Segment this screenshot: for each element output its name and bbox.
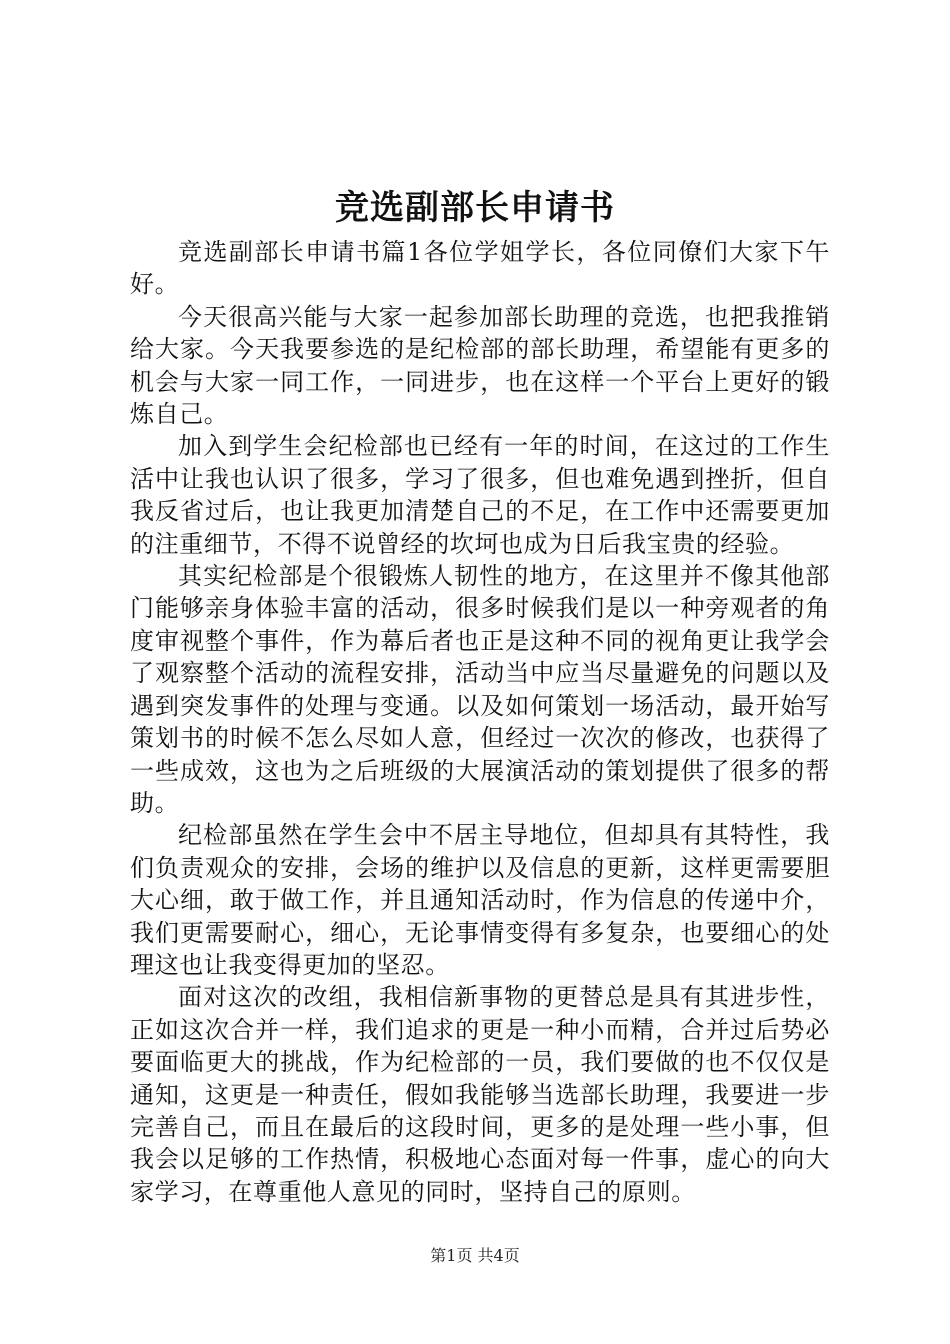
paragraph: 今天很高兴能与大家一起参加部长助理的竞选，也把我推销给大家。今天我要参选的是纪检部的部长助理，希望能有更多的机会与大家一同工作，一同进步，也在这样一个平台上更好的锻炼自己。 bbox=[130, 302, 830, 429]
paragraph: 纪检部虽然在学生会中不居主导地位，但却具有其特性，我们负责观众的安排，会场的维护以及信息的更新，这样更需要胆大心细，敢于做工作，并且通知活动时，作为信息的传递中介，我们更需要耐心，细心，无论事情变得有多复杂，也要细心的处理这也让我变得更加的坚忍。 bbox=[130, 821, 830, 979]
paragraph: 加入到学生会纪检部也已经有一年的时间，在这过的工作生活中让我也认识了很多，学习了很多，但也难免遇到挫折，但自我反省过后，也让我更加清楚自己的不足，在工作中还需要更加的注重细节，不得不说曾经的坎坷也成为日后我宝贵的经验。 bbox=[130, 432, 830, 558]
paragraph: 其实纪检部是个很锻炼人韧性的地方，在这里并不像其他部门能够亲身体验丰富的活动，很多时候我们是以一种旁观者的角度审视整个事件，作为幕后者也正是这种不同的视角更让我学会了观察整个活动的流程安排，活动当中应当尽量避免的问题以及遇到突发事件的处理与变通。以及如何策划一场活动，最开始写策划书的时候不怎么尽如人意，但经过一次次的修改，也获得了一些成效，这也为之后班级的大展演活动的策划提供了很多的帮助。 bbox=[130, 562, 830, 817]
document-title: 竞选副部长申请书 bbox=[335, 188, 615, 228]
paragraph: 竞选副部长申请书篇1各位学姐学长，各位同僚们大家下午好。 bbox=[130, 238, 830, 299]
page-footer: 第1页 共4页 bbox=[430, 1246, 520, 1265]
document-body bbox=[130, 236, 830, 1208]
paragraph: 面对这次的改组，我相信新事物的更替总是具有其进步性，正如这次合并一样，我们追求的更是一种小而精，合并过后势必要面临更大的挑战，作为纪检部的一员，我们要做的也不仅仅是通知，这更是一种责任，假如我能够当选部长助理，我要进一步完善自己，而且在最后的这段时间，更多的是处理一些小事，但我会以足够的工作热情，积极地心态面对每一件事，虚心的向大家学习，在尊重他人意见的同时，坚持自己的原则。 bbox=[130, 983, 830, 1206]
